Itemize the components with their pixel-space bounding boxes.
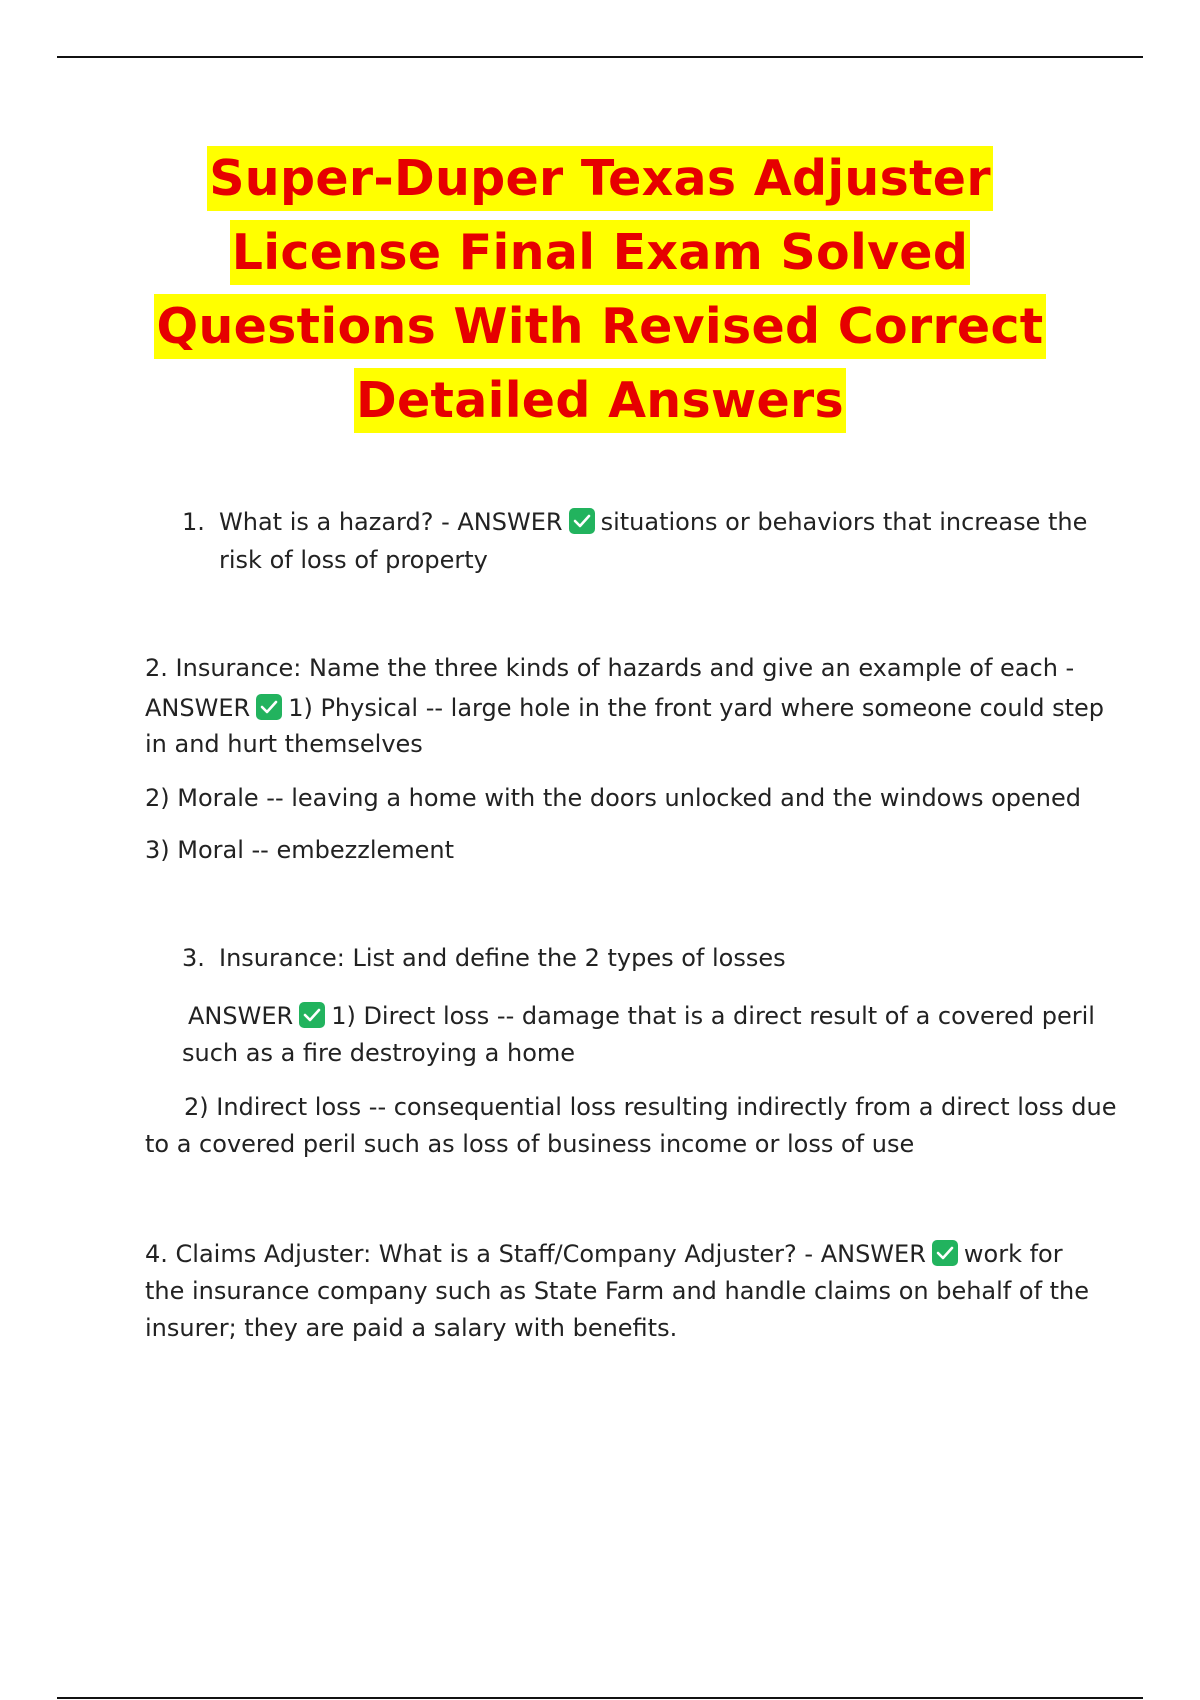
q3-line-2: ANSWER 1) Direct loss -- damage that is a direct result of a covered peril <box>188 1002 1095 1030</box>
bottom-rule <box>57 1697 1143 1699</box>
check-mark-icon <box>569 508 595 534</box>
q3-question: Insurance: List and define the 2 types of losses <box>219 944 786 972</box>
title-line-4: Detailed Answers <box>0 364 1200 438</box>
q4-line-1: 4. Claims Adjuster: What is a Staff/Company Adjuster? - ANSWER work for <box>145 1240 1063 1268</box>
check-mark-icon <box>256 694 282 720</box>
q3-line-3: such as a fire destroying a home <box>182 1039 576 1067</box>
q4-line-3: insurer; they are paid a salary with benefits. <box>145 1314 678 1342</box>
q2-line-1: 2. Insurance: Name the three kinds of hazards and give an example of each - <box>145 654 1075 682</box>
q2-line-5: 3) Moral -- embezzlement <box>145 836 455 864</box>
check-mark-icon <box>932 1240 958 1266</box>
check-mark-icon <box>299 1002 325 1028</box>
q3-number: 3. <box>182 944 205 972</box>
title-line-3: Questions With Revised Correct <box>0 290 1200 364</box>
q1-line-2: risk of loss of property <box>219 546 488 574</box>
title-line-2: License Final Exam Solved <box>0 216 1200 290</box>
page-title <box>0 142 1200 438</box>
top-rule <box>57 56 1143 58</box>
q2-line-3: in and hurt themselves <box>145 730 423 758</box>
q1-line-1 <box>219 504 1087 541</box>
q1-answer: situations or behaviors that increase the <box>600 508 1088 536</box>
q1-question: What is a hazard? - ANSWER <box>219 508 563 536</box>
q2-line-4: 2) Morale -- leaving a home with the doors unlocked and the windows opened <box>145 784 1082 812</box>
q3-line-4: 2) Indirect loss -- consequential loss resulting indirectly from a direct loss due <box>184 1093 1117 1121</box>
q2-line-2: ANSWER 1) Physical -- large hole in the front yard where someone could step <box>145 694 1105 722</box>
q4-line-2: the insurance company such as State Farm and handle claims on behalf of the <box>145 1277 1090 1305</box>
q1-number: 1. <box>182 508 205 536</box>
title-line-1: Super-Duper Texas Adjuster <box>0 142 1200 216</box>
q3-line-5: to a covered peril such as loss of business income or loss of use <box>145 1130 915 1158</box>
